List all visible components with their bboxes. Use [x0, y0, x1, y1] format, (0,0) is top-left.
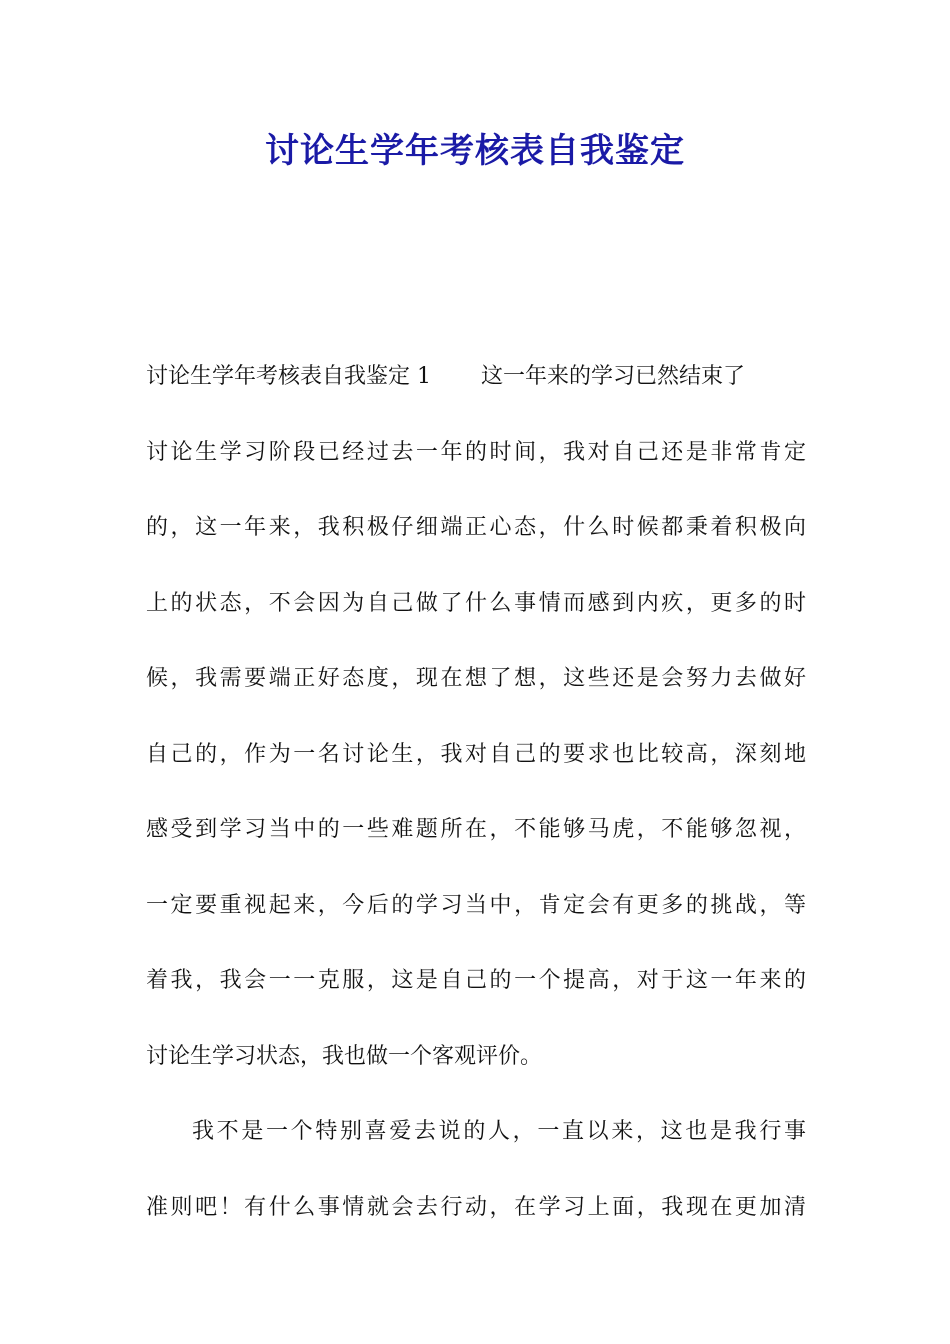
paragraph-line: 候，我需要端正好态度，现在想了想，这些还是会努力去做好: [146, 666, 806, 691]
paragraph-line: 感受到学习当中的一些难题所在，不能够马虎，不能够忽视，: [146, 817, 806, 842]
paragraph-line: 讨论生学习状态，我也做一个客观评价。: [146, 1043, 543, 1069]
paragraph-text: 这一年来的学习已然结束了: [481, 364, 746, 389]
paragraph-line: 的，这一年来，我积极仔细端正心态，什么时候都秉着积极向: [146, 515, 806, 540]
paragraph-line: 上的状态，不会因为自己做了什么事情而感到内疚，更多的时: [146, 590, 806, 616]
document-title: 讨论生学年考核表自我鉴定: [265, 131, 685, 171]
section-heading: 讨论生学年考核表自我鉴定 1: [146, 364, 431, 389]
paragraph-line: 一定要重视起来，今后的学习当中，肯定会有更多的挑战，等: [146, 892, 806, 918]
paragraph-line: 自己的，作为一名讨论生，我对自己的要求也比较高，深刻地: [146, 741, 806, 767]
paragraph-line: [146, 339, 806, 415]
paragraph-line: 准则吧！有什么事情就会去行动，在学习上面，我现在更加清: [146, 1194, 806, 1220]
paragraph-line: 讨论生学习阶段已经过去一年的时间，我对自己还是非常肯定: [146, 439, 806, 465]
paragraph-line: 我不是一个特别喜爱去说的人，一直以来，这也是我行事: [192, 1119, 806, 1144]
paragraph-line: 着我，我会一一克服，这是自己的一个提高，对于这一年来的: [146, 968, 806, 993]
document-body: [146, 339, 806, 1245]
